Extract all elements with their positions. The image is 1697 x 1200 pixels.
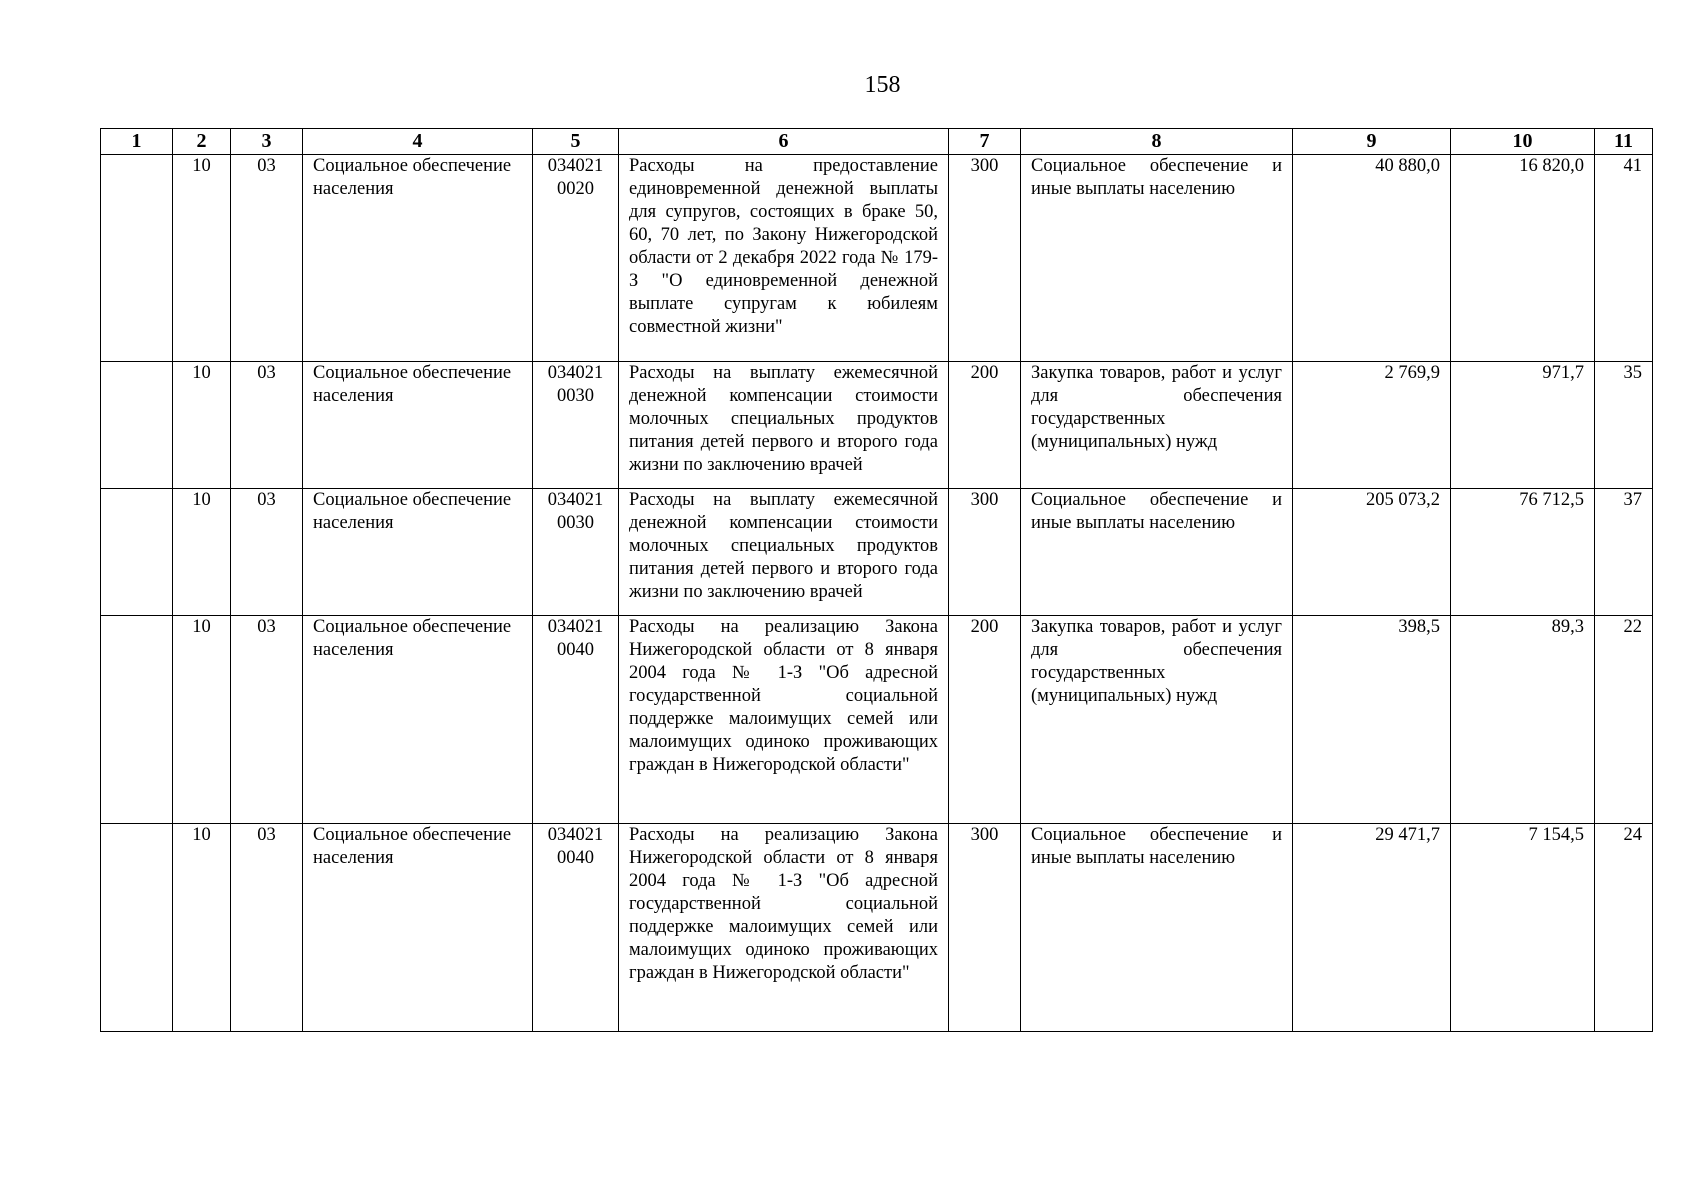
cell-col1 — [101, 155, 173, 362]
table-row — [101, 824, 1653, 1032]
cell-percent: 24 — [1595, 824, 1653, 1032]
column-header-4: 4 — [303, 129, 533, 155]
column-header-2: 2 — [173, 129, 231, 155]
cell-expense-type-name: Закупка товаров, работ и услуг для обеспечения государственных (муниципальных) нужд — [1021, 362, 1293, 489]
cell-amount-plan: 2 769,9 — [1293, 362, 1451, 489]
cell-percent: 41 — [1595, 155, 1653, 362]
cell-expense-description: Расходы на реализацию Закона Нижегородской области от 8 января 2004 года № 1-З "Об адресной государственной социальной поддержке малоимущих семей или малоимущих одиноко проживающих граждан в Нижегородской области" — [619, 824, 949, 1032]
cell-expense-type-code: 300 — [949, 824, 1021, 1032]
cell-expense-type-code: 300 — [949, 489, 1021, 616]
cell-amount-actual: 89,3 — [1451, 616, 1595, 824]
cell-amount-actual: 971,7 — [1451, 362, 1595, 489]
cell-expense-description: Расходы на выплату ежемесячной денежной компенсации стоимости молочных специальных продуктов питания детей первого и второго года жизни по заключению врачей — [619, 489, 949, 616]
cell-expense-type-name: Закупка товаров, работ и услуг для обеспечения государственных (муниципальных) нужд — [1021, 616, 1293, 824]
cell-amount-actual: 16 820,0 — [1451, 155, 1595, 362]
cell-target-code: 034021 0040 — [533, 824, 619, 1032]
cell-subsection-name: Социальное обеспечение населения — [303, 616, 533, 824]
cell-expense-type-name: Социальное обеспечение и иные выплаты населению — [1021, 824, 1293, 1032]
cell-subsection-name: Социальное обеспечение населения — [303, 362, 533, 489]
cell-target-code: 034021 0030 — [533, 489, 619, 616]
cell-expense-description: Расходы на предоставление единовременной денежной выплаты для супругов, состоящих в браке 50, 60, 70 лет, по Закону Нижегородской области от 2 декабря 2022 года № 179-З "О единовременной денежной выплате супругам к юбилеям совместной жизни" — [619, 155, 949, 362]
cell-expense-description: Расходы на реализацию Закона Нижегородской области от 8 января 2004 года № 1-З "Об адресной государственной социальной поддержке малоимущих семей или малоимущих одиноко проживающих граждан в Нижегородской области" — [619, 616, 949, 824]
column-header-10: 10 — [1451, 129, 1595, 155]
column-header-5: 5 — [533, 129, 619, 155]
cell-expense-type-name: Социальное обеспечение и иные выплаты населению — [1021, 155, 1293, 362]
cell-percent: 35 — [1595, 362, 1653, 489]
table-row — [101, 616, 1653, 824]
cell-target-code: 034021 0020 — [533, 155, 619, 362]
column-header-7: 7 — [949, 129, 1021, 155]
cell-subsection: 03 — [231, 362, 303, 489]
page-number: 158 — [864, 72, 901, 98]
cell-subsection: 03 — [231, 824, 303, 1032]
table-row — [101, 155, 1653, 362]
cell-col1 — [101, 616, 173, 824]
header-row — [101, 129, 1653, 155]
cell-col1 — [101, 489, 173, 616]
table-row — [101, 489, 1653, 616]
column-header-8: 8 — [1021, 129, 1293, 155]
cell-col1 — [101, 362, 173, 489]
cell-subsection: 03 — [231, 616, 303, 824]
cell-section: 10 — [173, 489, 231, 616]
cell-amount-plan: 205 073,2 — [1293, 489, 1451, 616]
cell-section: 10 — [173, 824, 231, 1032]
cell-target-code: 034021 0040 — [533, 616, 619, 824]
cell-expense-description: Расходы на выплату ежемесячной денежной компенсации стоимости молочных специальных продуктов питания детей первого и второго года жизни по заключению врачей — [619, 362, 949, 489]
cell-amount-plan: 40 880,0 — [1293, 155, 1451, 362]
cell-target-code: 034021 0030 — [533, 362, 619, 489]
cell-percent: 22 — [1595, 616, 1653, 824]
cell-subsection-name: Социальное обеспечение населения — [303, 155, 533, 362]
column-header-9: 9 — [1293, 129, 1451, 155]
column-header-11: 11 — [1595, 129, 1653, 155]
table-row — [101, 362, 1653, 489]
cell-subsection: 03 — [231, 489, 303, 616]
cell-subsection-name: Социальное обеспечение населения — [303, 489, 533, 616]
cell-amount-plan: 398,5 — [1293, 616, 1451, 824]
cell-col1 — [101, 824, 173, 1032]
cell-amount-actual: 7 154,5 — [1451, 824, 1595, 1032]
cell-expense-type-code: 200 — [949, 616, 1021, 824]
cell-section: 10 — [173, 155, 231, 362]
column-header-1: 1 — [101, 129, 173, 155]
cell-expense-type-code: 200 — [949, 362, 1021, 489]
cell-subsection: 03 — [231, 155, 303, 362]
cell-amount-plan: 29 471,7 — [1293, 824, 1451, 1032]
column-header-3: 3 — [231, 129, 303, 155]
cell-percent: 37 — [1595, 489, 1653, 616]
cell-amount-actual: 76 712,5 — [1451, 489, 1595, 616]
cell-section: 10 — [173, 362, 231, 489]
cell-expense-type-name: Социальное обеспечение и иные выплаты населению — [1021, 489, 1293, 616]
cell-section: 10 — [173, 616, 231, 824]
column-header-6: 6 — [619, 129, 949, 155]
cell-subsection-name: Социальное обеспечение населения — [303, 824, 533, 1032]
budget-table — [100, 128, 1653, 1032]
cell-expense-type-code: 300 — [949, 155, 1021, 362]
